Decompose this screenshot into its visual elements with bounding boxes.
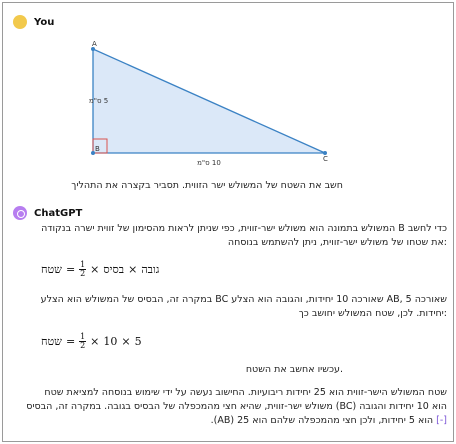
user-message-header: [13, 15, 54, 29]
formula-1-times-1: ×: [90, 263, 100, 276]
formula-1-half-fraction: [79, 261, 86, 278]
vertex-b-label: B: [95, 145, 100, 153]
paragraph-2-line-2: :יחידות. לכן, שטח המשולש יחושב כך: [298, 308, 447, 319]
formula-2-half-fraction: [79, 333, 86, 350]
fraction-denominator: 2: [80, 269, 86, 278]
triangle-figure: [87, 41, 357, 171]
paragraph-2-line-1: שאורכה AB, 5 שאורכה 10 יחידות, והגובה הוא הצלע BC במקרה זה, הבסיס של המשולש הוא הצלע: [40, 294, 447, 305]
paragraph-4-line-3-text: הוא 5 יחידות, ולכן חצי מהמכפלה שלהם הוא 25 (AB).: [210, 415, 434, 426]
vertex-c-label: C: [323, 155, 328, 163]
assistant-message-header: [13, 206, 82, 220]
fraction-denominator: 2: [80, 341, 86, 350]
formula-1-height: גובה: [141, 263, 160, 276]
side-bc-label: 10 ס"מ: [197, 159, 221, 167]
paragraph-4-line-3: [23, 414, 447, 428]
formula-2-base-value: 10: [103, 335, 118, 348]
formula-1-lhs: שטח: [41, 263, 62, 276]
area-formula: [41, 261, 159, 278]
user-avatar: [13, 15, 27, 29]
right-triangle: [93, 49, 325, 153]
assistant-paragraph-1: [23, 222, 447, 250]
fraction-numerator: 1: [80, 260, 86, 269]
formula-2-times-2: ×: [121, 335, 131, 348]
paragraph-1-line-2: :את שטחו של משולש ישר-זווית, ניתן להשתמש בנוסחה: [227, 237, 447, 248]
formula-1-base: בסיס: [103, 263, 125, 276]
formula-2-equals: =: [65, 335, 76, 348]
formula-2-height-value: 5: [134, 335, 142, 348]
code-interpreter-link[interactable]: [-]: [436, 415, 447, 426]
formula-1-equals: =: [65, 263, 76, 276]
paragraph-1-line-1: כדי לחשב B המשולש בתמונה הוא משולש ישר-זווית, כפי שניתן לראות מהסימון של זווית ישרה בנקודה: [41, 223, 447, 234]
assistant-paragraph-3: .עכשיו אחשב את השטח: [245, 364, 343, 375]
assistant-paragraph-2: [23, 293, 447, 321]
fraction-numerator: 1: [80, 332, 86, 341]
assistant-paragraph-4: [23, 386, 447, 428]
vertex-a-label: A: [92, 41, 97, 48]
formula-2-lhs: שטח: [41, 335, 62, 348]
paragraph-4-line-2: הוא 10 יחידות והגובה (BC) משולש ישר-זווית, שהיא חצי מהמכפלה של הבסיס בגובה. במקרה זה, הבסיס: [26, 401, 447, 412]
user-name: You: [34, 16, 55, 28]
formula-2-times-1: ×: [90, 335, 100, 348]
paragraph-4-line-1: שטח המשולש הישר-זווית הוא 25 יחידות ריבועיות. החישוב נעשה על ידי שימוש בנוסחה למציאת שטח: [44, 387, 447, 398]
uploaded-triangle-image[interactable]: [87, 41, 357, 171]
area-calculation: [41, 333, 142, 350]
user-question-text: חשב את השטח של המשולש ישר הזווית. תסביר בקצרה את התהליך: [71, 180, 343, 191]
formula-1-times-2: ×: [128, 263, 138, 276]
chat-window: [2, 2, 454, 442]
openai-logo-icon: [13, 206, 27, 220]
assistant-name: ChatGPT: [34, 207, 83, 219]
side-ab-label: 5 ס"מ: [89, 97, 109, 105]
